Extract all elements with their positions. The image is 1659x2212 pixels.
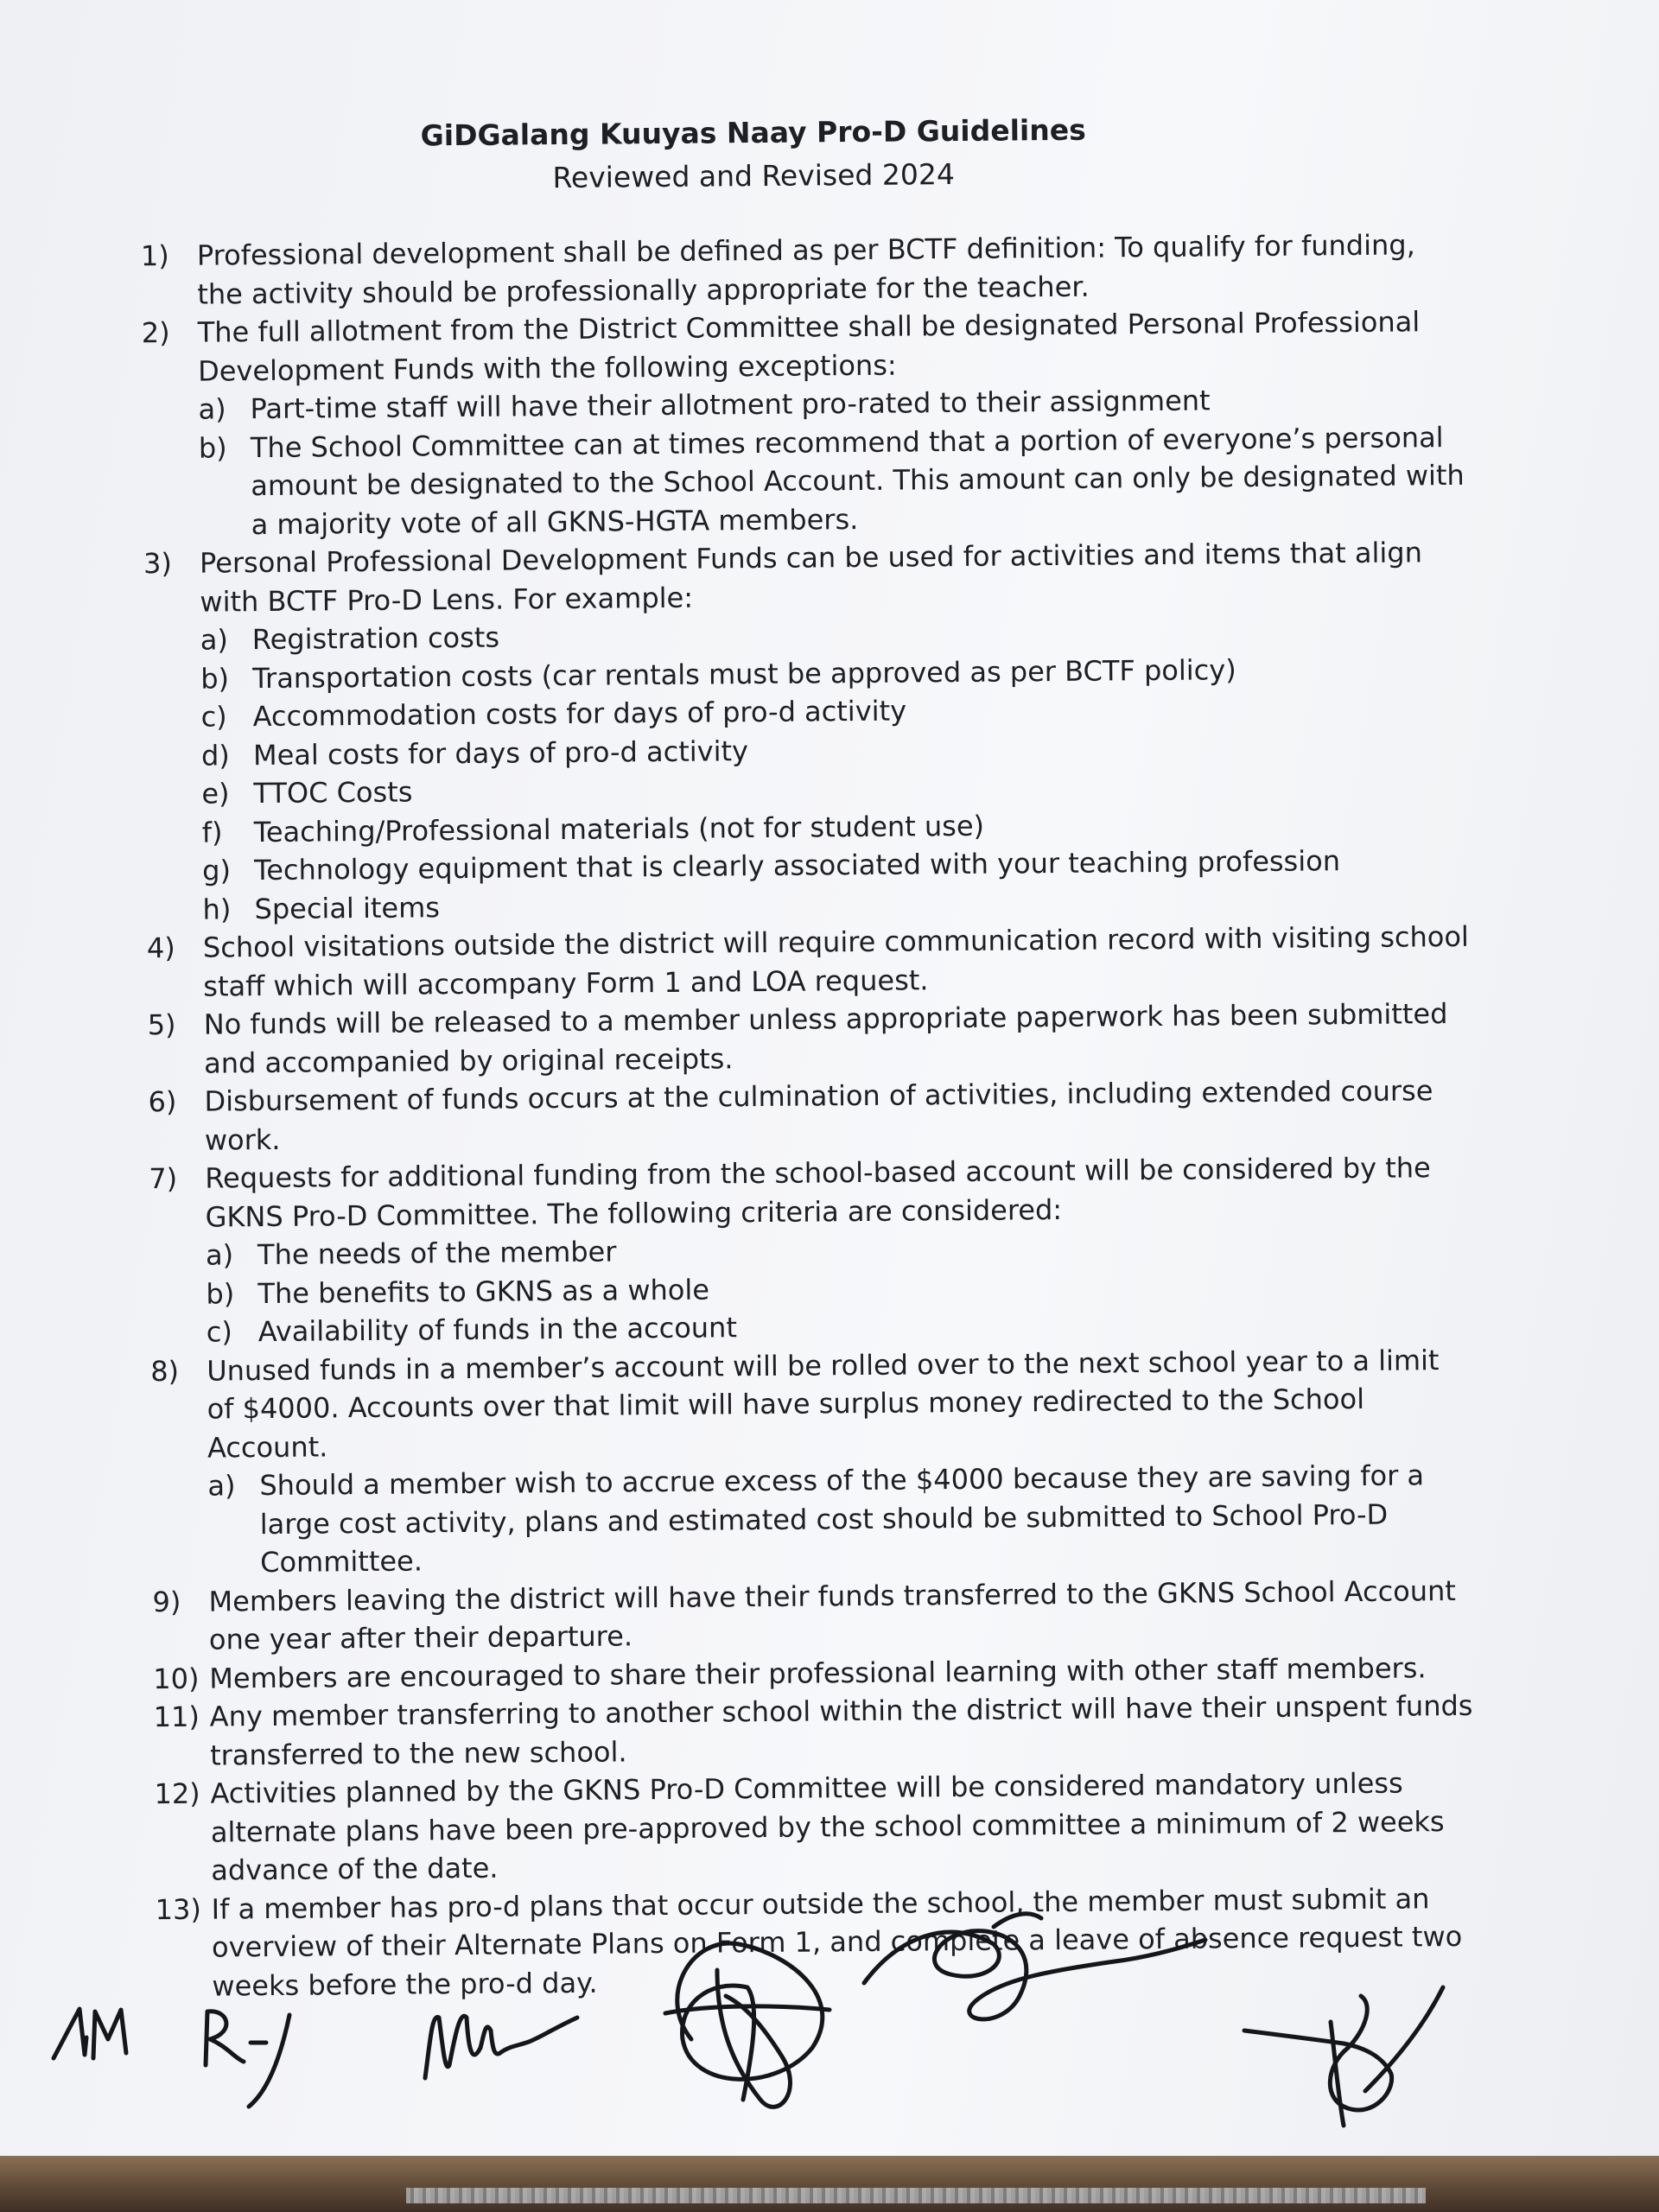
subitem-letter: a) (200, 623, 229, 657)
guideline-item (154, 1687, 1477, 1775)
subitem-text: Special items (254, 890, 441, 925)
subitem-letter: b) (200, 661, 230, 696)
guideline-number: 4) (146, 931, 175, 965)
subitem-text: Technology equipment that is clearly associated with your teaching profession (254, 844, 1341, 887)
guideline-item (141, 226, 1464, 314)
guideline-item (150, 1340, 1474, 1582)
subitem-letter: c) (206, 1315, 233, 1349)
subitem-letter: g) (202, 854, 232, 887)
guideline-number: 10) (153, 1662, 200, 1695)
guideline-text: Professional development shall be defined as per BCTF definition: To qualify for funding, the activity should be professionally appropriate for the teacher. (196, 228, 1415, 311)
subitem-letter: a) (198, 392, 226, 426)
guideline-number: 1) (140, 238, 169, 273)
guideline-text: No funds will be released to a member unless appropriate paperwork has been submitted and accompanied by original receipts. (203, 997, 1448, 1080)
guideline-text: School visitations outside the district will require communication record with visiting school staff which will accompany Form 1 and LOA request. (202, 919, 1469, 1003)
signature-3 (425, 2016, 577, 2078)
subitem-letter: b) (198, 430, 227, 465)
guideline-text: Disbursement of funds occurs at the culmination of activities, including extended course work. (204, 1074, 1433, 1157)
signature-2 (206, 2012, 289, 2107)
guideline-subitem (199, 417, 1465, 543)
guideline-number: 12) (154, 1777, 200, 1811)
subitem-letter: d) (200, 738, 230, 772)
guideline-number: 3) (143, 546, 173, 581)
subitem-text: The benefits to GKNS as a whole (257, 1273, 710, 1310)
guideline-item (143, 533, 1469, 929)
subitem-letter: a) (207, 1469, 236, 1503)
guideline-text: Activities planned by the GKNS Pro-D Committee will be considered mandatory unless alternate plans have been pre-approved by the school committee a minimum of 2 weeks advance of the date. (210, 1766, 1445, 1887)
guideline-item (149, 1148, 1472, 1352)
document-title: GiDGalang Kuuyas Naay Pro-D Guidelines (420, 112, 1086, 153)
binder-strip (406, 2188, 1426, 2203)
guideline-text: If a member has pro-d plans that occur outside the school, the member must submit an overview of their Alternate Plans on Form 1, and complete a leave of absence request two weeks before the pro-d day. (211, 1881, 1463, 2003)
guideline-subitem (207, 1456, 1474, 1582)
signature-1 (54, 2009, 126, 2058)
guideline-number: 9) (152, 1585, 181, 1618)
subitem-text: Registration costs (251, 620, 500, 657)
subitem-letter: a) (205, 1238, 234, 1272)
guideline-text: Unused funds in a member’s account will be rolled over to the next school year to a limit of $4000. Accounts over that limit will have surplus money redirected to the School Account. (207, 1343, 1440, 1465)
subitem-text: Transportation costs (car rentals must be approved as per BCTF policy) (252, 652, 1236, 695)
subitem-text: Teaching/Professional materials (not for student use) (253, 809, 985, 849)
guideline-item (148, 1071, 1471, 1160)
guidelines-list (141, 226, 1478, 2005)
subitem-text: The needs of the member (257, 1235, 617, 1272)
guideline-item (148, 995, 1471, 1083)
guideline-item (152, 1571, 1475, 1659)
guideline-item (142, 302, 1465, 544)
signature-area (0, 1832, 1659, 2160)
guideline-text: Requests for additional funding from the school-based account will be considered by the GKNS Pro-D Committee. The following criteria are considered: (205, 1151, 1431, 1234)
guideline-text: Personal Professional Development Funds can be used for activities and items that align with BCTF Pro-D Lens. For example: (199, 536, 1423, 619)
subitem-text: Meal costs for days of pro-d activity (252, 734, 749, 772)
guideline-text: Any member transferring to another school within the district will have their unspent funds transferred to the new school. (209, 1688, 1473, 1772)
subitem-letter: b) (206, 1276, 235, 1311)
guideline-item (147, 918, 1470, 1006)
guideline-text: Members are encouraged to share their professional learning with other staff members. (209, 1650, 1427, 1695)
guideline-number: 13) (155, 1892, 202, 1926)
subitem-text: Part-time staff will have their allotment pro-rated to their assignment (250, 384, 1211, 426)
subitem-text: The School Committee can at times recommend that a portion of everyone’s personal amount be designated to the School Account. This amount can only be designated with a majority vote of all GKNS-HGTA members. (250, 420, 1465, 541)
subitem-letter: h) (202, 892, 232, 926)
guideline-number: 7) (149, 1161, 178, 1196)
signature-5 (1244, 1987, 1443, 2126)
subitem-text: Availability of funds in the account (257, 1311, 738, 1349)
guideline-number: 2) (141, 315, 170, 350)
table-surface (0, 2156, 1659, 2212)
guideline-number: 8) (150, 1354, 180, 1388)
guideline-number: 6) (148, 1084, 177, 1119)
guideline-number: 11) (153, 1700, 200, 1734)
guideline-text: The full allotment from the District Committee shall be designated Personal Professional Development Funds with the following exceptions: (197, 305, 1421, 388)
subitem-text: TTOC Costs (253, 775, 413, 810)
subitem-text: Should a member wish to accrue excess of the $4000 because they are saving for a large cost activity, plans and estimated cost should be submitted to School Pro-D Committee. (259, 1459, 1425, 1580)
subitem-letter: e) (201, 777, 230, 810)
subitem-letter: f) (201, 815, 223, 849)
subitem-text: Accommodation costs for days of pro-d activity (252, 694, 907, 734)
signature-4 (665, 1914, 1205, 2107)
guideline-text: Members leaving the district will have their funds transferred to the GKNS School Account one year after their departure. (208, 1573, 1457, 1656)
document-subtitle: Reviewed and Revised 2024 (552, 157, 956, 195)
subitem-letter: c) (200, 700, 227, 734)
guideline-number: 5) (147, 1007, 176, 1042)
